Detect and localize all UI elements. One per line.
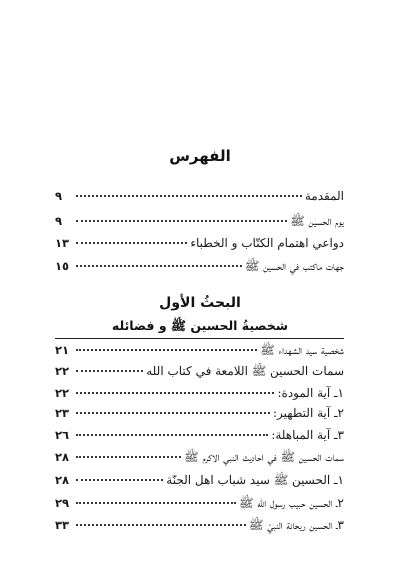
- entry-text: سمات الحسين ﷺ في احاديث النبي الاكرم ﷺ: [184, 450, 344, 464]
- entry-page: ٢٩: [55, 496, 70, 510]
- entry-page: ٢٨: [55, 473, 70, 487]
- toc-entry: [55, 493, 344, 513]
- leader-dots: [76, 423, 268, 436]
- toc-entry: [55, 425, 344, 445]
- leader-dots: [76, 254, 242, 267]
- toc-entry: [55, 211, 344, 231]
- entry-text: ٢ـ آية التطهير:: [273, 406, 344, 420]
- entry-page: ٢٦: [55, 428, 70, 442]
- section-subtitle: شخصيةُ الحسين ﷺ و فضائله: [111, 318, 289, 333]
- entry-text: شخصية سيد الشهداء ﷺ: [260, 343, 344, 357]
- toc-entry: [55, 186, 344, 206]
- leader-dots: [76, 359, 143, 372]
- entry-text: ٣ـ آية المباهلة:: [271, 428, 344, 442]
- section-title: البحثُ الأول: [159, 295, 241, 311]
- entry-text: ١ـ الحسين ﷺ سيد شباب اهل الجنّة: [166, 473, 344, 487]
- toc-entry: [55, 361, 344, 381]
- leader-dots: [76, 468, 163, 481]
- entry-text: المقدمة: [304, 189, 344, 203]
- toc-entry: [55, 403, 344, 423]
- leader-dots: [76, 381, 274, 394]
- entry-text: سمات الحسين ﷺ اللامعة في كتاب الله: [146, 364, 344, 378]
- entry-page: ٣٣: [55, 518, 70, 532]
- entry-text: جهات ماكتب في الحسين ﷺ: [244, 259, 344, 273]
- entry-text: دواعي اهتمام الكتّاب و الخطباء: [190, 236, 344, 250]
- toc-entry: [55, 256, 344, 276]
- entry-page: ٢٣: [55, 406, 70, 420]
- entry-page: ٩: [55, 189, 63, 203]
- toc-entry: [55, 515, 344, 535]
- toc-title: الفهرس: [169, 147, 231, 165]
- toc-entry: [55, 470, 344, 490]
- entry-page: ٢٨: [55, 450, 70, 464]
- leader-dots: [76, 184, 302, 197]
- entry-text: ١ـ آية المودة:: [277, 386, 344, 400]
- toc-entry: [55, 340, 344, 360]
- leader-dots: [76, 209, 287, 222]
- entry-page: ٩: [55, 214, 63, 228]
- leader-dots: [76, 445, 181, 458]
- entry-text: يوم الحسين ﷺ: [290, 214, 344, 228]
- entry-page: ٢٢: [55, 364, 70, 378]
- entry-page: ٢١: [55, 343, 70, 357]
- leader-dots: [76, 491, 236, 504]
- entry-text: ٣ـ الحسين ريحانة النبيّ ﷺ: [248, 518, 344, 532]
- leader-dots: [76, 338, 257, 351]
- leader-dots: [76, 401, 270, 414]
- leader-dots: [76, 513, 246, 526]
- entry-text: ٢ـ الحسين حبيب رسول الله ﷺ: [238, 496, 344, 510]
- entry-page: ١٥: [55, 259, 70, 273]
- toc-entry: [55, 383, 344, 403]
- toc-entry: [55, 233, 344, 253]
- leader-dots: [76, 231, 187, 244]
- toc-entry: [55, 447, 344, 467]
- entry-page: ٢٢: [55, 386, 70, 400]
- entry-page: ١٣: [55, 236, 70, 250]
